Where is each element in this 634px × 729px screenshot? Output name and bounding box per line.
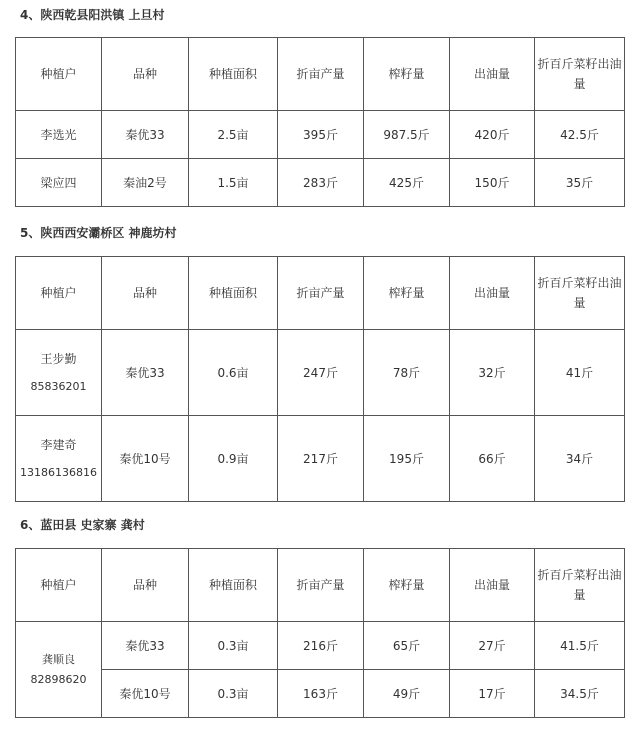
header-row bbox=[16, 257, 625, 330]
section-6-table bbox=[15, 548, 625, 718]
cell-area: 0.3亩 bbox=[189, 670, 278, 718]
header-farmer: 种植户 bbox=[16, 549, 102, 622]
header-oil: 出油量 bbox=[450, 38, 535, 111]
header-oil: 出油量 bbox=[450, 549, 535, 622]
cell-farmer: 李选光 bbox=[16, 111, 102, 159]
header-area: 种植面积 bbox=[189, 257, 278, 330]
header-row bbox=[16, 38, 625, 111]
header-oil-rate: 折百斤菜籽出油量 bbox=[535, 38, 625, 111]
cell-area: 0.6亩 bbox=[189, 330, 278, 416]
cell-yield: 395斤 bbox=[278, 111, 364, 159]
header-pressed: 榨籽量 bbox=[364, 549, 450, 622]
table-row bbox=[16, 330, 625, 416]
cell-yield: 247斤 bbox=[278, 330, 364, 416]
cell-yield: 216斤 bbox=[278, 622, 364, 670]
cell-oil: 17斤 bbox=[450, 670, 535, 718]
table-row bbox=[16, 416, 625, 502]
cell-farmer: 梁应四 bbox=[16, 159, 102, 207]
farmer-name: 李建奇 bbox=[40, 437, 77, 452]
header-yield: 折亩产量 bbox=[278, 549, 364, 622]
cell-area: 0.3亩 bbox=[189, 622, 278, 670]
header-oil: 出油量 bbox=[450, 257, 535, 330]
header-row bbox=[16, 549, 625, 622]
section-5-table bbox=[15, 256, 625, 502]
cell-farmer: 龚顺良82898620 bbox=[16, 622, 102, 718]
cell-oil-rate: 42.5斤 bbox=[535, 111, 625, 159]
cell-oil: 66斤 bbox=[450, 416, 535, 502]
cell-variety: 秦优33 bbox=[102, 111, 189, 159]
header-oil-rate: 折百斤菜籽出油量 bbox=[535, 549, 625, 622]
section-title: 5、陕西西安灞桥区 神鹿坊村 bbox=[20, 226, 177, 240]
section-title: 4、陕西乾县阳洪镇 上旦村 bbox=[20, 8, 165, 22]
cell-oil: 150斤 bbox=[450, 159, 535, 207]
farmer-phone: 85836201 bbox=[30, 379, 87, 393]
farmer-name: 王步勤 bbox=[40, 351, 77, 366]
cell-variety: 秦优10号 bbox=[102, 416, 189, 502]
cell-oil: 32斤 bbox=[450, 330, 535, 416]
table-row bbox=[16, 111, 625, 159]
cell-farmer bbox=[16, 416, 102, 502]
cell-oil-rate: 41斤 bbox=[535, 330, 625, 416]
section-title: 6、蓝田县 史家寨 龚村 bbox=[20, 518, 145, 532]
cell-oil-rate: 41.5斤 bbox=[535, 622, 625, 670]
table-row bbox=[16, 670, 625, 718]
cell-farmer bbox=[16, 330, 102, 416]
cell-oil-rate: 34斤 bbox=[535, 416, 625, 502]
cell-oil-rate: 34.5斤 bbox=[535, 670, 625, 718]
header-variety: 品种 bbox=[102, 38, 189, 111]
header-oil-rate: 折百斤菜籽出油量 bbox=[535, 257, 625, 330]
cell-variety: 秦油2号 bbox=[102, 159, 189, 207]
cell-oil: 420斤 bbox=[450, 111, 535, 159]
header-farmer: 种植户 bbox=[16, 38, 102, 111]
header-area: 种植面积 bbox=[189, 38, 278, 111]
cell-pressed: 987.5斤 bbox=[364, 111, 450, 159]
header-yield: 折亩产量 bbox=[278, 257, 364, 330]
cell-area: 2.5亩 bbox=[189, 111, 278, 159]
cell-pressed: 49斤 bbox=[364, 670, 450, 718]
cell-variety: 秦优10号 bbox=[102, 670, 189, 718]
cell-oil: 27斤 bbox=[450, 622, 535, 670]
farmer-phone: 13186136816 bbox=[20, 465, 97, 479]
cell-pressed: 65斤 bbox=[364, 622, 450, 670]
cell-variety: 秦优33 bbox=[102, 330, 189, 416]
header-farmer: 种植户 bbox=[16, 257, 102, 330]
cell-pressed: 78斤 bbox=[364, 330, 450, 416]
cell-variety: 秦优33 bbox=[102, 622, 189, 670]
header-pressed: 榨籽量 bbox=[364, 257, 450, 330]
cell-yield: 217斤 bbox=[278, 416, 364, 502]
header-yield: 折亩产量 bbox=[278, 38, 364, 111]
header-pressed: 榨籽量 bbox=[364, 38, 450, 111]
header-variety: 品种 bbox=[102, 549, 189, 622]
table-row bbox=[16, 159, 625, 207]
cell-pressed: 195斤 bbox=[364, 416, 450, 502]
cell-area: 1.5亩 bbox=[189, 159, 278, 207]
section-4-table bbox=[15, 37, 625, 207]
cell-oil-rate: 35斤 bbox=[535, 159, 625, 207]
header-variety: 品种 bbox=[102, 257, 189, 330]
table-row bbox=[16, 622, 625, 670]
cell-yield: 283斤 bbox=[278, 159, 364, 207]
cell-area: 0.9亩 bbox=[189, 416, 278, 502]
cell-yield: 163斤 bbox=[278, 670, 364, 718]
cell-pressed: 425斤 bbox=[364, 159, 450, 207]
header-area: 种植面积 bbox=[189, 549, 278, 622]
